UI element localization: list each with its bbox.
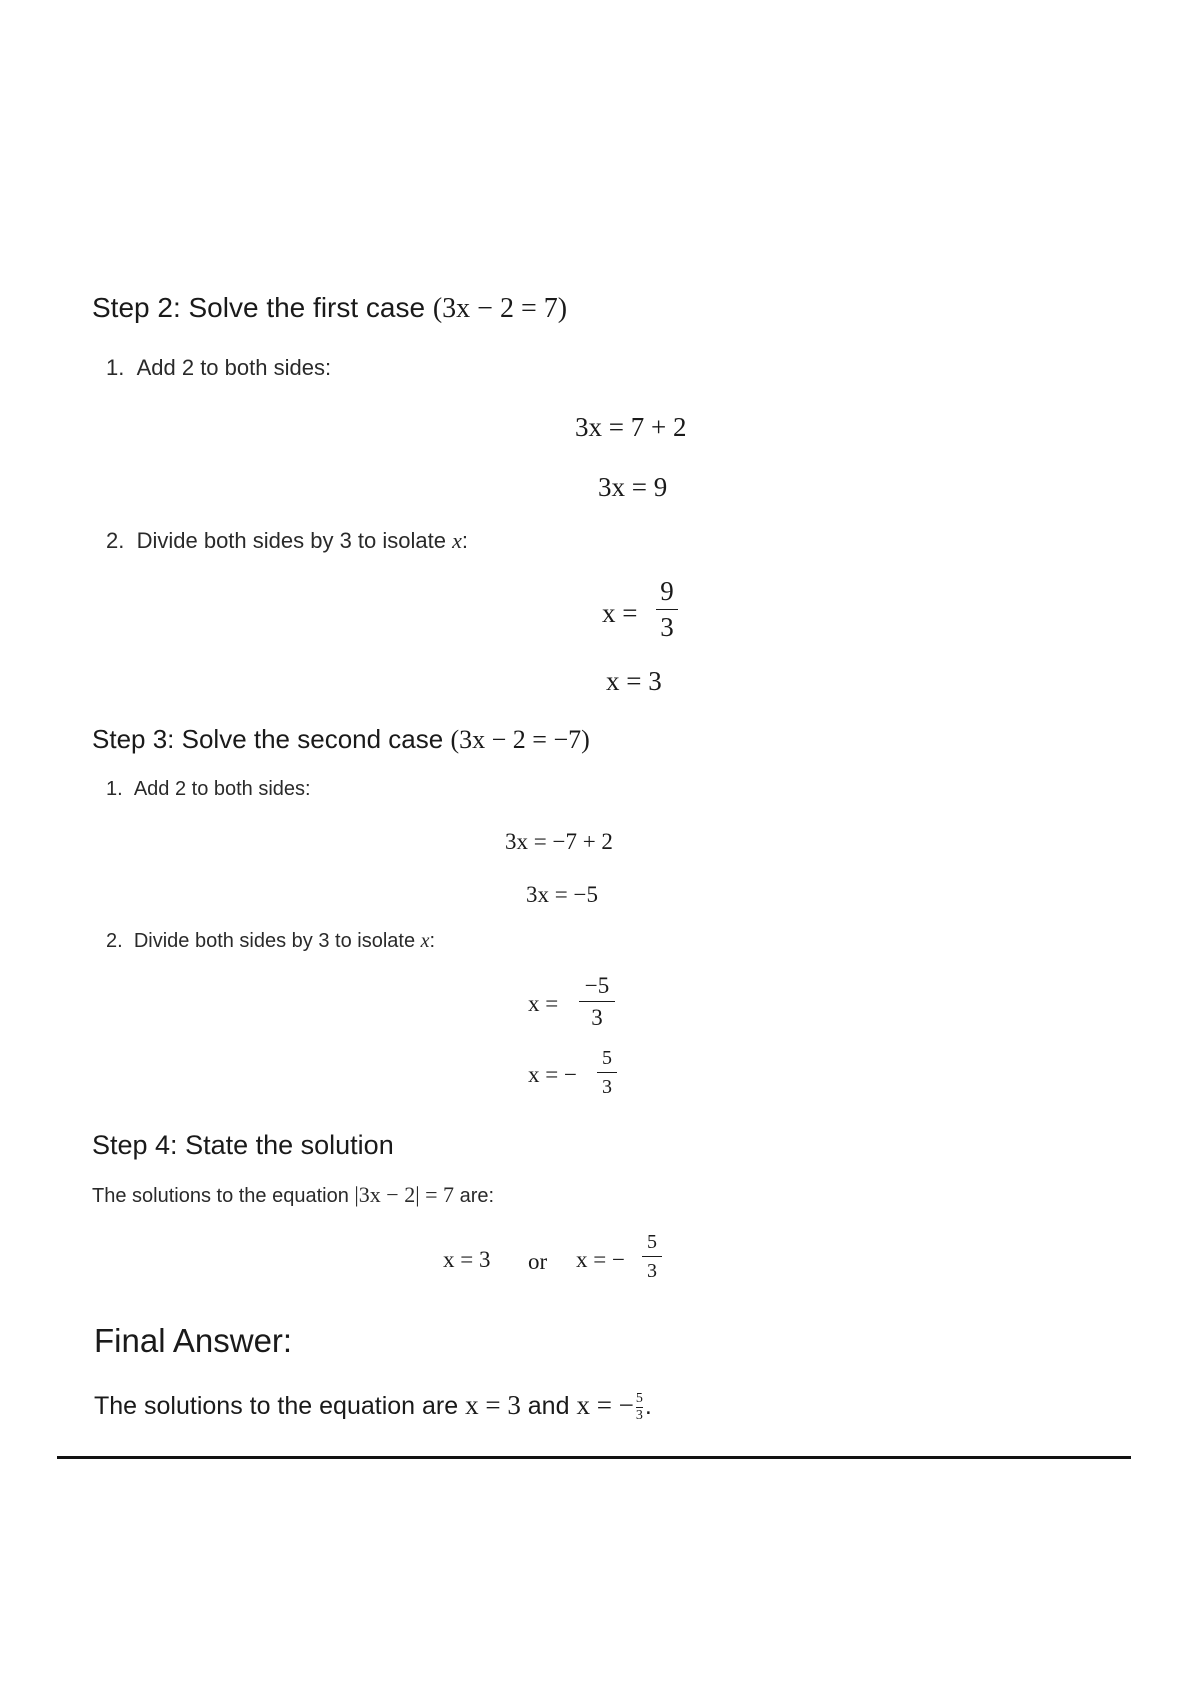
- final-end: .: [644, 1392, 652, 1420]
- list-colon: :: [461, 528, 468, 553]
- step3-heading: [92, 724, 590, 755]
- step3-fraction-1: [579, 974, 615, 1029]
- final-text: The solutions to the equation are: [94, 1392, 466, 1420]
- step2-fraction: [656, 578, 678, 641]
- horizontal-rule: [57, 1456, 1131, 1459]
- final-and: and: [520, 1392, 577, 1420]
- step4-solution-2-lhs: x = −: [576, 1247, 625, 1272]
- list-text: Add 2 to both sides:: [133, 778, 311, 800]
- final-answer-heading: Final Answer:: [94, 1322, 293, 1359]
- step2-equation-4: x = 3: [606, 666, 662, 696]
- fraction-denominator: 3: [602, 1076, 612, 1098]
- final-x2-fraction: [636, 1392, 643, 1423]
- list-number: 2.: [106, 930, 123, 952]
- fraction-numerator: 9: [660, 576, 674, 606]
- intro-equation: |3x − 2| = 7: [354, 1182, 455, 1207]
- list-var: x: [420, 930, 430, 952]
- step3-fraction-2: [597, 1048, 617, 1097]
- step2-equation-2: 3x = 9: [598, 472, 668, 502]
- intro-end: are:: [454, 1185, 495, 1207]
- step3-title: Step 3: Solve the second case: [92, 724, 451, 754]
- step4-solution-1: x = 3: [443, 1247, 491, 1272]
- list-colon: :: [429, 930, 436, 952]
- step2-list-item-2: [106, 528, 468, 554]
- step2-case: (3x − 2 = 7): [432, 293, 568, 324]
- list-text: Add 2 to both sides:: [136, 355, 332, 380]
- list-number: 1.: [106, 778, 123, 800]
- fraction-numerator: 5: [602, 1047, 612, 1069]
- list-text: Divide both sides by 3 to isolate: [136, 528, 453, 553]
- step4-solution-2-fraction: [642, 1232, 662, 1281]
- fraction-denominator: 3: [635, 1407, 643, 1423]
- intro-text: The solutions to the equation: [92, 1185, 355, 1207]
- fraction-bar: [656, 609, 678, 610]
- step4-intro: [92, 1182, 494, 1208]
- fraction-denominator: 3: [591, 1005, 603, 1030]
- step3-equation-1: 3x = −7 + 2: [505, 829, 613, 854]
- final-x1: x = 3: [465, 1390, 521, 1420]
- final-x2-lhs: x = −: [576, 1390, 634, 1420]
- step2-fraction-lhs: x =: [602, 598, 638, 628]
- step2-heading: [92, 292, 567, 325]
- step2-list-item-1: [106, 355, 331, 381]
- list-text: Divide both sides by 3 to isolate: [133, 930, 421, 952]
- final-answer-text: [94, 1390, 652, 1423]
- step3-case: (3x − 2 = −7): [450, 725, 590, 754]
- step3-list-item-1: [106, 778, 311, 801]
- fraction-denominator: 3: [660, 612, 674, 642]
- fraction-denominator: 3: [647, 1260, 657, 1282]
- step3-fraction2-lhs: x = −: [528, 1062, 577, 1087]
- fraction-bar: [579, 1001, 615, 1002]
- step2-title: Step 2: Solve the first case: [92, 292, 433, 323]
- step4-heading: Step 4: State the solution: [92, 1130, 394, 1160]
- step2-equation-1: 3x = 7 + 2: [575, 412, 687, 442]
- list-var: x: [452, 528, 462, 553]
- fraction-numerator: −5: [584, 973, 610, 998]
- step3-fraction1-lhs: x =: [528, 991, 559, 1016]
- fraction-bar: [642, 1256, 662, 1257]
- step4-or: or: [528, 1249, 548, 1274]
- list-number: 2.: [106, 528, 125, 553]
- fraction-numerator: 5: [647, 1231, 657, 1253]
- fraction-numerator: 5: [635, 1390, 643, 1406]
- list-number: 1.: [106, 355, 125, 380]
- step3-equation-2: 3x = −5: [526, 882, 598, 907]
- fraction-bar: [597, 1072, 617, 1073]
- step3-list-item-2: [106, 930, 435, 953]
